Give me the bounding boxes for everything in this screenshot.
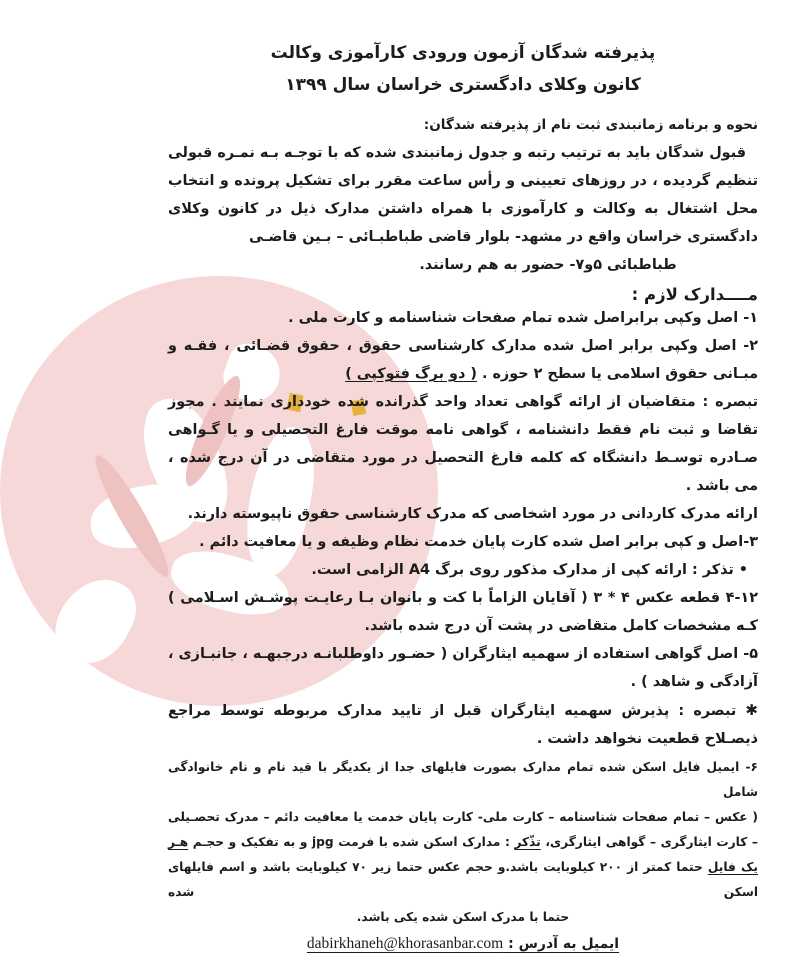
bullet-icon: • — [738, 561, 748, 578]
doc-item-2-note: تبصره : متقاضیان از ارائه گواهی تعداد واحد گذرانده شده خودداری نمایند . مجوز تقاضا و ثبت نام فقط دانشنامه ، گواهی نامه موقت فارغ التحصیلی و یا گـواهی صـادره توسـط دانشگاه که کلمه فارغ التحصیل در مورد متقاضی در آن درج شده ، می باشد . — [168, 393, 758, 494]
doc-item-1-text: ۱- اصل وکپی برابراصل شده تمام صفحات شناسنامه و کارت ملی . — [288, 309, 758, 326]
line3-middle: : مدارک اسکن شده با فرمت jpg و به تفکیک و حجـم — [188, 834, 515, 849]
intro-paragraph-last-line: طباطبائی ۵و۷- حضور به هم رسانند. — [419, 256, 677, 273]
line3-underlined-each: هـر — [168, 834, 189, 849]
line4-rest: حتما کمتر از ۲۰۰ کیلوبایت باشد.و حجم عکس حتما زیر ۷۰ کیلوبایت باشد و اسم فایلهای اسکن شده — [168, 859, 758, 899]
doc-item-1 — [168, 304, 758, 332]
intro-paragraph: قبول شدگان باید به ترتیب رتبه و جدول زمانبندی شده که با توجـه بـه نمـره قبولی تنظیم گردیده ، در روزهای تعیینی و رأس ساعت مقرر برای تشکیل پرونده و انتخاب محل اشتغال به وکالت و کارآموزی با همراه داشتن مدارک ذیل در کانون وکلای دادگستری خراسان واقع در مشهد- بلوار قاضی طباطبـائی – بـین قاضـی — [168, 144, 758, 245]
schedule-heading: نحوه و برنامه زمانبندی ثبت نام از پذیرفته شدگان: — [423, 116, 758, 133]
email-address: dabirkhaneh@khorasanbar.com — [306, 934, 504, 952]
document-page — [138, 0, 788, 952]
page-title-line2: کانون وکلای دادگستری خراسان سال ۱۳۹۹ — [285, 74, 641, 95]
doc-item-4: ۴-۱۲ قطعه عکس ۴ * ۳ ( آقایان الزاماً با کت و بانوان بـا رعایـت پوشـش اسـلامی ) کـه مشخصات کامل متقاضی در پشت آن درج شده باشد. — [168, 589, 758, 634]
doc-item-5: ۵- اصل گواهی استفاده از سهمیه ایثارگران ( حضـور داوطلبانـه درجبهـه ، جانبـازی ، آزادگی و شاهد ) . — [168, 645, 758, 690]
doc-item-2-copies-underlined: ( دو برگ فتوکپی ) — [345, 365, 477, 382]
quota-note-text: تبصره : پذیرش سهمیه ایثارگران قبل از تایید مدارک مربوطه توسط مراجع ذیصـلاح قطعیت نخواهد داشت . — [168, 702, 758, 747]
doc-item-2-text: ۲- اصل وکپی برابر اصل شده مدارک کارشناسی حقوق ، حقوق قضـائی ، فقـه و مبـانی حقوق اسلامی یا سطح ۲ حوزه . — [168, 337, 758, 382]
doc-item-6-line2: ( عکس – تمام صفحات شناسنامه – کارت ملی- کارت پایان خدمت یا معافیت دائم – مدرک تحصـیلی — [168, 809, 758, 824]
email-label: ایمیل به آدرس : — [508, 935, 620, 952]
doc-item-6-line3 — [168, 830, 758, 855]
doc-item-6-line5: حتما با مدرک اسکن شده یکی باشد. — [356, 909, 570, 924]
watermark-calligraphy-shape — [43, 565, 147, 677]
doc-item-6-line4 — [168, 855, 758, 905]
doc-item-6-line1: ۶- ایمیل فایل اسکن شده تمام مدارک بصورت فایلهای جدا از یکدیگر با قید نام و نام خانوادگی شامل — [168, 759, 758, 799]
line4-underlined-file: یک فایل — [707, 859, 759, 874]
doc-item-2-note2: ارائه مدرک کاردانی در مورد اشخاصی که مدرک کارشناسی حقوق ناپیوسته دارند. — [187, 505, 758, 522]
required-docs-heading: مــــدارک لازم : — [631, 284, 758, 304]
document-content — [138, 0, 788, 953]
email-line — [168, 935, 758, 953]
line3-underlined-note: تذّکر — [514, 834, 541, 849]
doc-item-2 — [168, 332, 758, 388]
asterisk-icon: ✱ — [745, 700, 758, 719]
page-title-line1: پذیرفته شدگان آزمون ورودی کارآموزی وکالت — [270, 43, 656, 63]
doc-item-3: ۳-اصل و کپی برابر اصل شده کارت پایان خدمت نظام وظیفه و یا معافیت دائم . — [199, 533, 758, 550]
reminder-text: تذکر : ارائه کپی از مدارک مذکور روی برگ A4 الزامی است. — [311, 561, 734, 578]
quota-note — [168, 696, 758, 753]
line3-prefix: – کارت ایثارگری – گواهی ایثارگری، — [540, 834, 758, 849]
doc-item-3-reminder — [168, 556, 758, 584]
email-inner — [307, 936, 619, 952]
doc-item-6 — [168, 755, 758, 930]
